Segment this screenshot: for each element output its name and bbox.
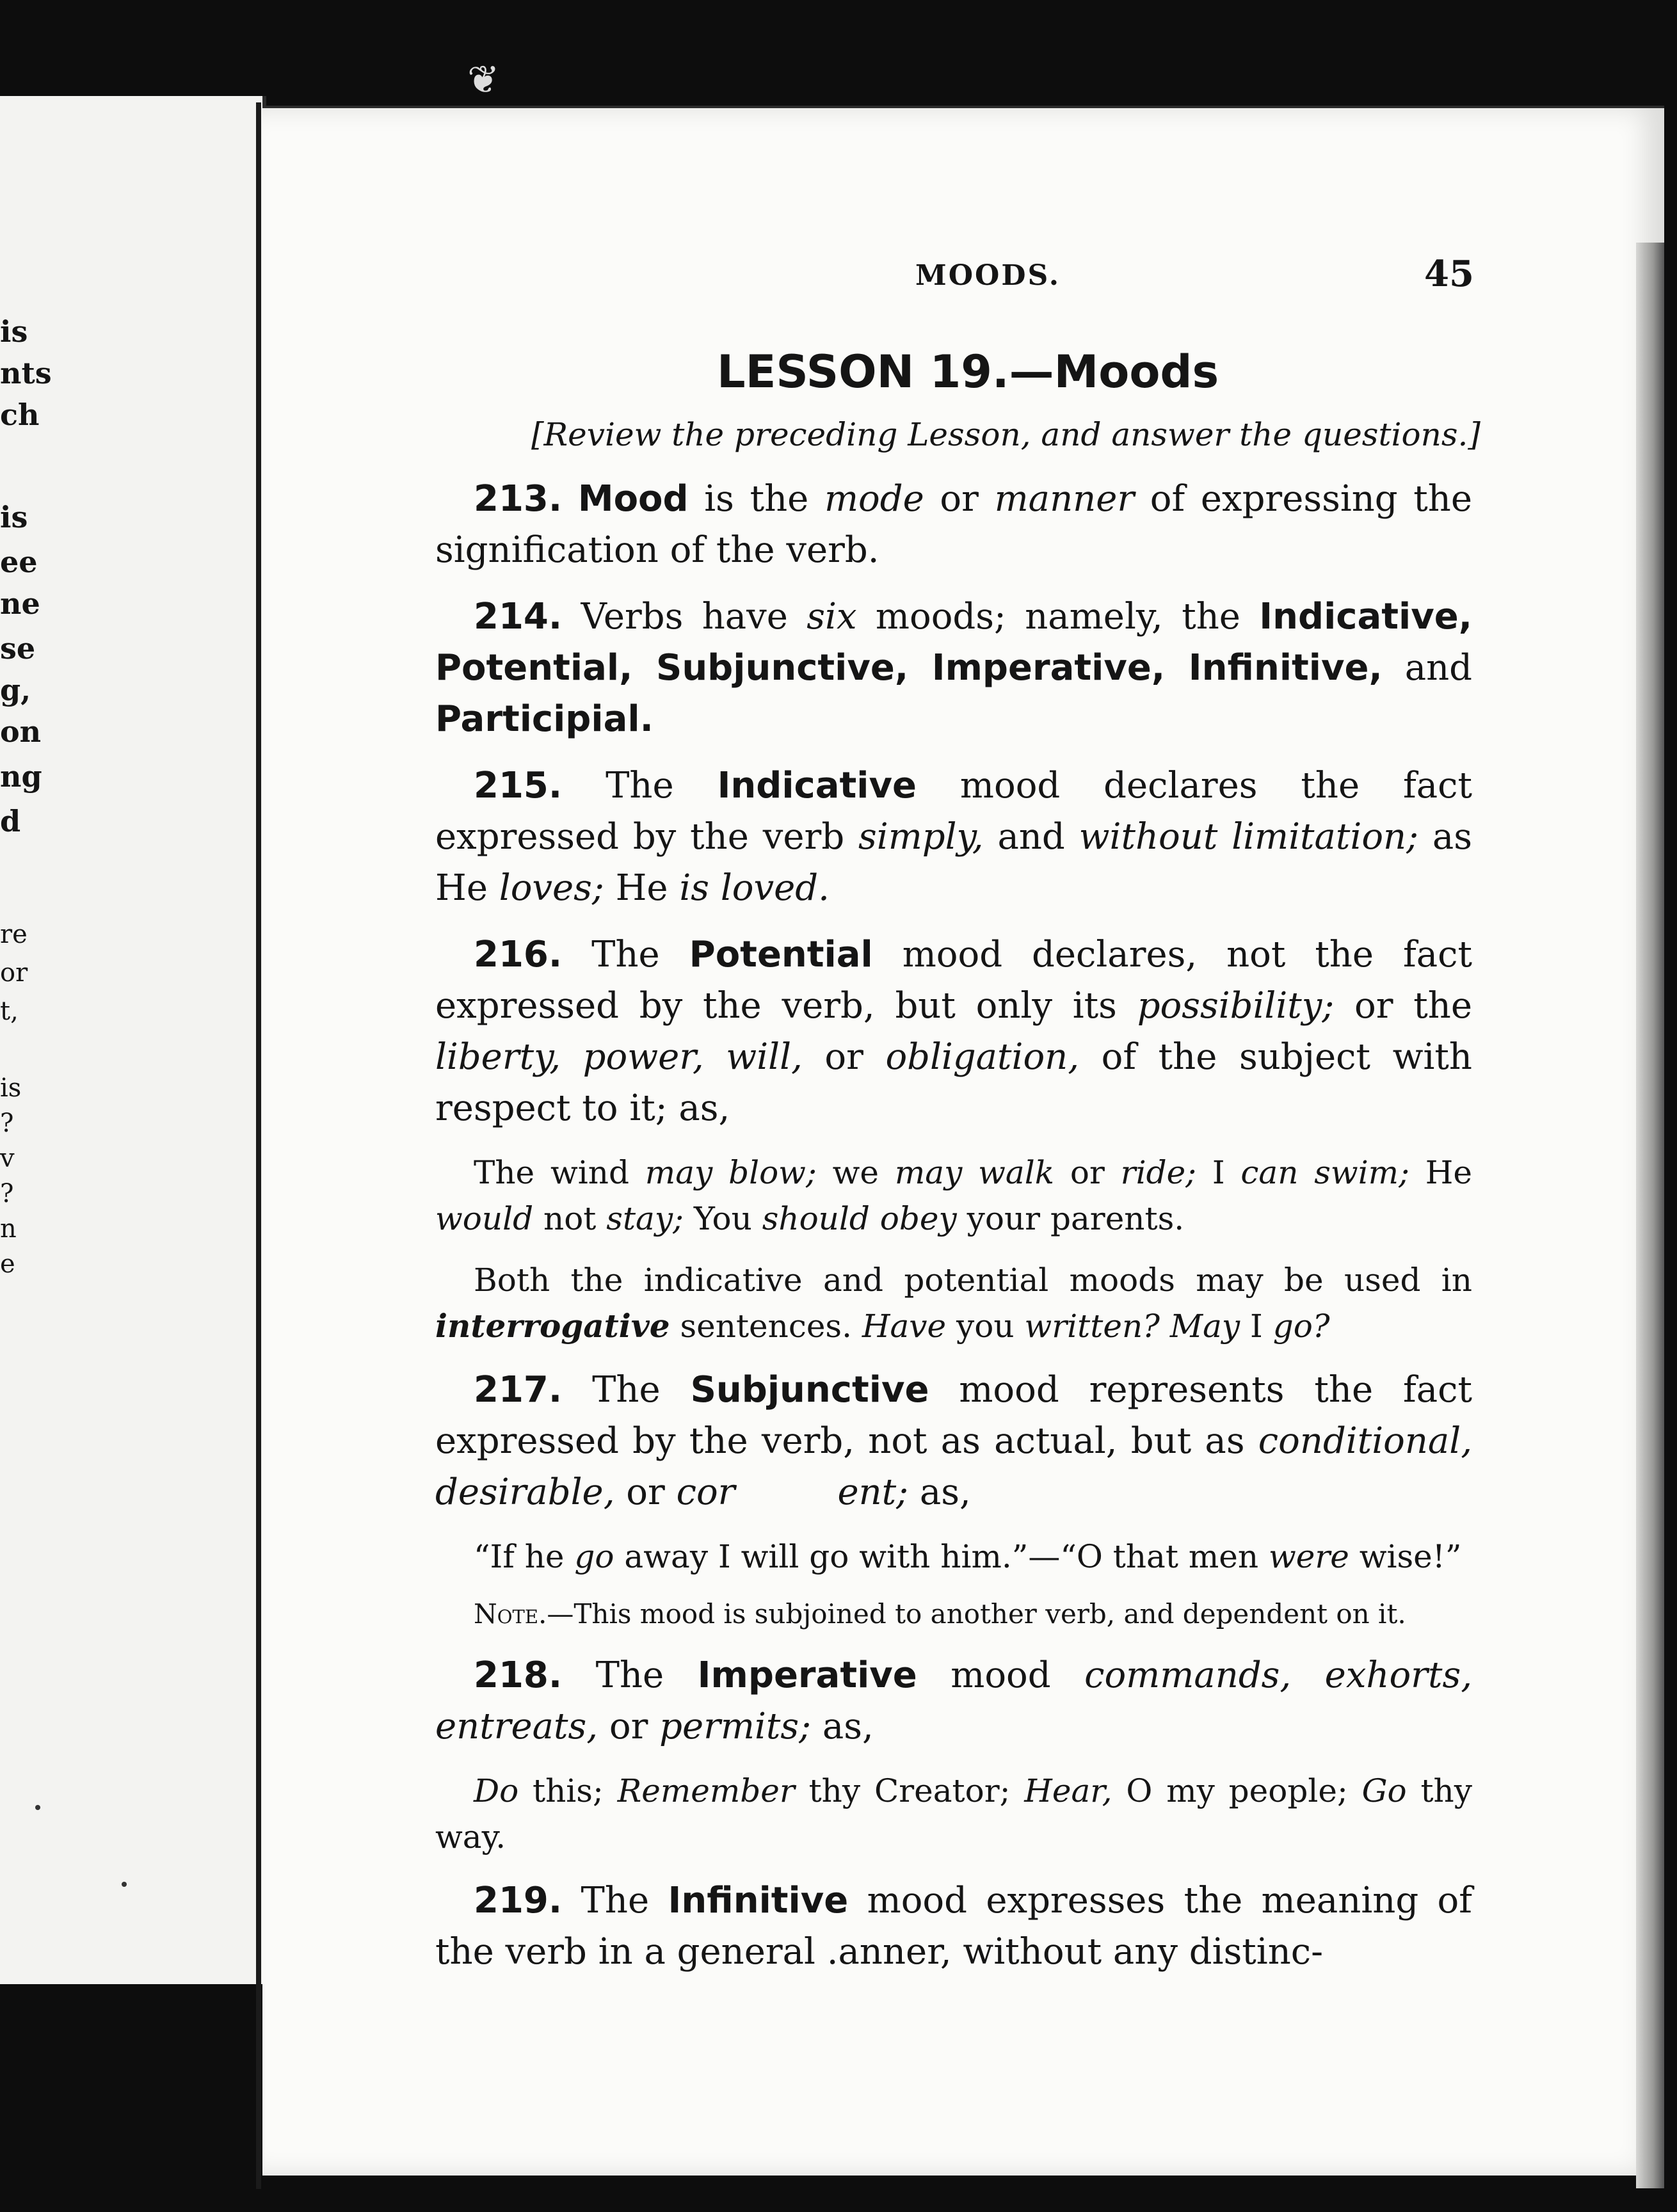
example-216: The wind may blow; we may walk or ride; I can swim; He would not stay; You should obey your parents. — [435, 1154, 1472, 1237]
paragraph-214: 214. Verbs have six moods; namely, the Indicative, Potential, Subjunctive, Imperative, Infinitive, and Participial. — [435, 596, 1472, 740]
left-page-fragment: or — [0, 958, 28, 988]
left-page-fragment: g, — [0, 673, 31, 707]
paragraph-213: 213. Mood is the mode or manner of expressing the signification of the verb. — [435, 478, 1473, 571]
left-page-fragment: v — [0, 1144, 15, 1173]
speck — [35, 1805, 40, 1810]
left-page-fragment: is — [0, 1073, 22, 1103]
left-page-fragment: ng — [0, 759, 42, 794]
page-edge-shadow — [1636, 243, 1664, 2188]
note-217: Note.—This mood is subjoined to another verb, and dependent on it. — [474, 1598, 1406, 1630]
left-page-fragment: se — [0, 631, 36, 666]
speck — [122, 1882, 127, 1887]
page-number: 45 — [1424, 253, 1474, 295]
left-page-fragment: n — [0, 1214, 17, 1244]
left-page-fragment: ? — [0, 1109, 14, 1138]
left-page-fragment: on — [0, 714, 42, 749]
paragraph-218: 218. The Imperative mood commands, exhorts, entreats, or permits; as, — [435, 1655, 1472, 1747]
example-217: “If he go away I will go with him.”—“O that men were wise!” — [474, 1538, 1462, 1575]
left-page-fragment: ch — [0, 397, 40, 432]
left-page-fragment: ne — [0, 586, 40, 621]
scan-mark-icon: ❦ — [467, 58, 500, 102]
paragraph-215: 215. The Indicative mood declares the fact expressed by the verb simply, and without limitation; as He loves; He is loved. — [435, 765, 1472, 909]
left-page-fragment: d — [0, 804, 21, 838]
paragraph-219: 219. The Infinitive mood expresses the meaning of the verb in a general .anner, without any distinc- — [435, 1880, 1472, 1973]
lesson-title: LESSON 19.—Moods — [717, 346, 1219, 398]
paragraph-217: 217. The Subjunctive mood represents the fact expressed by the verb, not as actual, but as conditional, desirable, or cor ent; as, — [435, 1369, 1472, 1513]
left-page-fragment: is — [0, 314, 28, 349]
left-page-fragment: ? — [0, 1179, 14, 1208]
left-page-fragment: e — [0, 1249, 15, 1279]
interrogative-note: Both the indicative and potential moods may be used in interrogative sentences. Have you written? May I go? — [435, 1262, 1472, 1345]
left-page-fragment: nts — [0, 356, 52, 390]
left-page-fragment: t, — [0, 997, 19, 1026]
lesson-body — [435, 474, 1472, 1993]
left-page-fragment: ee — [0, 545, 38, 579]
book-spine — [256, 102, 261, 2189]
running-head: MOODS. — [915, 259, 1061, 292]
review-instruction: [Review the preceding Lesson, and answer the questions.] — [531, 416, 1480, 453]
previous-page-edge — [0, 96, 266, 1984]
example-218: Do this; Remember thy Creator; Hear, O my people; Go thy way. — [435, 1772, 1473, 1855]
left-page-fragment: is — [0, 500, 28, 534]
paragraph-216: 216. The Potential mood declares, not the fact expressed by the verb, but only its possibility; or the liberty, power, will, or obligation, of the subject with respect to it; as, — [435, 934, 1473, 1129]
left-page-fragment: re — [0, 920, 28, 949]
